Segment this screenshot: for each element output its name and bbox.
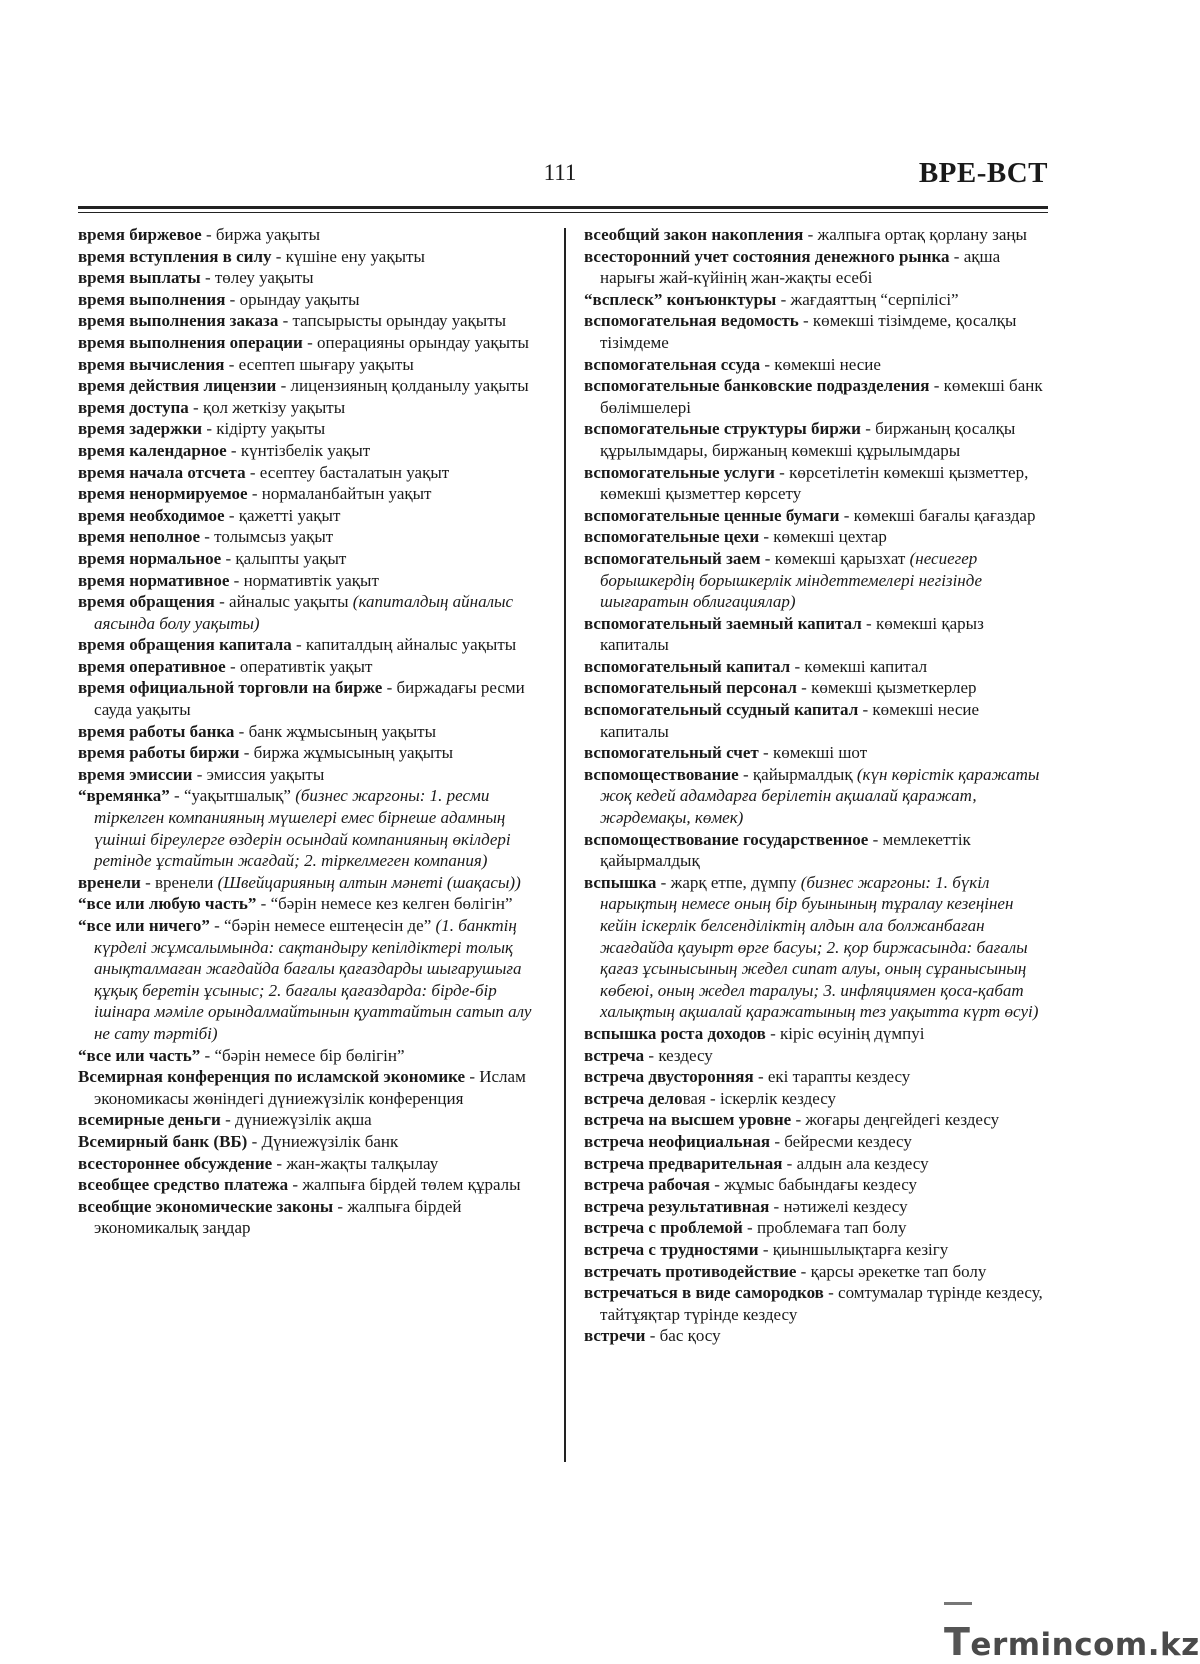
entry-definition: вренели [155,872,218,892]
entry-definition: қол жеткізу уақыты [202,397,346,417]
entry-term: время необходимое [78,505,225,525]
entry-separator: - [169,786,184,806]
entry-term: “времянка” [78,786,170,806]
entry-definition: жан-жақты талқылау [286,1153,439,1173]
entry-definition: кідірту уақыты [216,419,326,439]
entry-definition: операцияны орындау уақыты [317,332,529,352]
entry-term: время выполнения операции [78,332,303,352]
dictionary-entry [584,246,1048,289]
entry-term: вспомогательный счет [584,743,759,763]
entry-term: время выплаты [78,268,201,288]
entry-separator: - [234,721,249,741]
entry-term: всесторонний учет состояния денежного рынка [584,246,950,266]
entry-definition: қарсы әрекетке тап болу [810,1261,987,1281]
entry-term: “все или ничего” [78,916,210,935]
dictionary-entry [584,1261,1048,1283]
entry-separator: - [796,1261,811,1281]
dictionary-entry [584,548,1048,613]
entry-definition: есептеп шығару уақыты [238,354,414,374]
entry-definition: көмекші бағалы қағаздар [853,505,1036,525]
dictionary-entry [78,462,540,484]
entry-term: всеобщий закон накопления [584,225,804,244]
entry-separator: - [225,289,240,309]
dictionary-entry [78,418,540,440]
dictionary-entry [78,375,540,397]
entry-term: время выполнения заказа [78,311,279,331]
dictionary-entry [78,354,540,376]
entry-definition: толымсыз уақыт [214,527,334,547]
entry-separator: - [225,656,240,676]
left-column [78,224,540,1239]
entry-term: время начала отсчета [78,462,246,482]
entry-separator: - [224,505,239,525]
dictionary-entry [78,656,540,678]
entry-definition: оперативтік уақыт [239,656,373,676]
watermark-bar-icon [944,1602,972,1605]
entry-separator: - [738,764,753,784]
entry-definition: кездесу [658,1045,713,1065]
entry-term: время биржевое [78,225,202,244]
entry-definition: банк жұмысының уақыты [248,721,437,741]
entry-separator: - [220,1110,235,1130]
entry-separator: - [759,527,774,547]
entry-term: вспомогательный персонал [584,678,797,698]
entry-separator: - [465,1067,480,1087]
entry-separator: - [656,872,671,892]
dictionary-entry [78,483,540,505]
entry-definition: капиталдың айналыс уақыты [305,635,517,655]
entry-separator: - [245,462,260,482]
entry-term: встреча предварительная [584,1153,783,1173]
entry-note: (бизнес жаргоны: 1. бүкіл нарықтың немесе оның бір буынының тұралау кезеңінен кейін іскерлік белсенділіктің алдын ала болжанбаған жағдайда қауырт өрге басуы; 2. қор биржасында: бағалы қағаз ұсынысының жедел сипат алуы, оның сұранысының көбеюі, оның жедел таралуы; 3. инфляциямен қоса-қабат халықтың ақшалай қаражатының тез уақытта күрт өсуі) [600,872,1039,1022]
header-rule-thin [78,212,1048,213]
dictionary-entry [584,1325,1048,1347]
header-rule-thick [78,206,1048,209]
entry-separator: - [302,332,317,352]
entry-definition: тапсырысты орындау уақыты [292,311,507,331]
entry-separator: - [278,311,293,331]
dictionary-entry [584,829,1048,872]
entry-definition: нормативтік уақыт [243,570,379,590]
dictionary-entry [584,1088,1048,1110]
entry-separator: - [760,354,775,374]
entry-separator: - [860,419,876,439]
entry-separator: вая - [682,1088,720,1108]
entry-separator: - [765,1023,781,1043]
entry-term: встречать противодействие [584,1261,797,1281]
dictionary-entry [78,591,540,634]
entry-definition: Дүниежүзілік банк [261,1131,399,1151]
entry-term: вспомогательная ведомость [584,311,799,331]
entry-definition: қайырмалдық [752,764,857,784]
entry-definition: күнтізбелік уақыт [240,440,371,460]
entry-term: встречи [584,1326,646,1346]
dictionary-entry [78,1196,540,1239]
entry-term: вренели [78,872,141,892]
entry-note: (несиегер борышкердің борышкерлік міндеттемелері негізінде шығаратын облигациялар) [600,548,983,612]
entry-separator: - [276,376,291,396]
dictionary-entry [584,699,1048,742]
entry-separator: - [644,1045,659,1065]
entry-definition: алдын ала кездесу [796,1153,929,1173]
watermark-logo [944,1584,1200,1664]
entry-separator: - [200,268,215,288]
entry-term: вспышка роста доходов [584,1023,766,1043]
watermark-text: ermincom.kz [970,1627,1200,1663]
entry-separator: - [192,764,207,784]
entry-definition: “уақытшалық” [183,786,296,806]
entry-separator: - [782,1153,797,1173]
entry-definition: дүниежүзілік ақша [235,1110,372,1130]
entry-separator: - [839,505,854,525]
dictionary-entry [584,224,1048,246]
entry-term: время нормальное [78,548,222,568]
entry-term: Всемирная конференция по исламской экономике [78,1067,466,1087]
entry-separator: - [823,1283,839,1303]
entry-term: встречаться в виде самородков [584,1283,824,1303]
entry-definition: көмекші несие [774,354,881,374]
entry-term: вспомогательные банковские подразделения [584,376,930,396]
entry-term: встреча неофициальная [584,1131,771,1151]
entry-definition: биржа жұмысының уақыты [253,743,454,763]
dictionary-entry [584,1131,1048,1153]
dictionary-entry [584,1217,1048,1239]
entry-separator: - [333,1196,348,1216]
entry-separator: - [247,484,262,504]
entry-definition: жұмыс бабындағы кездесу [724,1175,918,1195]
entry-separator: - [949,246,964,266]
dictionary-entry [584,462,1048,505]
page-number: 111 [543,160,577,185]
entry-term: всемирные деньги [78,1110,221,1130]
entry-separator: - [200,527,215,547]
entry-note: (1. банктің күрделі жұмсалымында: сақтандыру кепілдіктері толық анықталмаған жағдайда бағалы қағаздарды шығарушыға құқық беретін ұсыныс; 2. бағалы қағаздарда: бірде-бір ішінара мәміле орындалмайтынын қуаттайтын сатып алу не сату тәртібі) [94,916,532,1043]
entry-separator: - [291,635,306,655]
entry-definition: күшіне ену уақыты [285,246,425,266]
entry-definition: қиыншылықтарға кезігу [772,1239,949,1259]
running-head: ВРЕ-ВСТ [918,157,1048,189]
entry-separator: - [758,743,773,763]
entry-separator: - [288,1175,303,1195]
entry-definition: көмекші капитал [804,656,928,676]
dictionary-entry [78,721,540,743]
dictionary-entry [584,613,1048,656]
entry-definition: көмекші қызметкерлер [811,678,977,698]
dictionary-entry [78,310,540,332]
entry-separator: - [742,1218,757,1238]
entry-separator: - [645,1326,660,1346]
entry-separator: - [790,656,805,676]
dictionary-entry [584,1282,1048,1325]
entry-separator: - [200,1045,215,1065]
dictionary-entry [78,397,540,419]
dictionary-entry [78,872,540,894]
entry-separator: - [796,678,812,698]
entry-definition: эмиссия уақыты [206,764,325,784]
dictionary-entry [584,1239,1048,1261]
entry-definition: көрсетілетін көмекші қызметтер, көмекші қызметтер көрсету [600,462,1029,504]
dictionary-entry [584,375,1048,418]
entry-separator: - [229,570,244,590]
entry-term: время действия лицензии [78,376,277,396]
dictionary-entry [584,1045,1048,1067]
entry-definition: жоғары деңгейдегі кездесу [805,1110,1000,1130]
entry-term: вспомогательные цехи [584,527,760,547]
entry-term: вспомоществование государственное [584,829,869,849]
entry-term: время выполнения [78,289,226,309]
entry-term: вспомогательная ссуда [584,354,761,374]
entry-separator: - [774,462,790,482]
dictionary-entry [78,267,540,289]
entry-separator: - [209,916,225,935]
entry-separator: - [760,548,775,568]
entry-definition: айналыс уақыты [229,592,353,612]
dictionary-entry [584,1196,1048,1218]
dictionary-entry [78,505,540,527]
entry-separator: - [803,225,818,244]
entry-definition: төлеу уақыты [214,268,314,288]
entry-term: время задержки [78,419,203,439]
entry-definition: көмекші цехтар [773,527,887,547]
entry-separator: - [791,1110,806,1130]
dictionary-entry [584,354,1048,376]
entry-separator: - [201,225,216,244]
entry-separator: - [769,1196,784,1216]
dictionary-entry [78,893,540,915]
entry-term: время оперативное [78,656,226,676]
entry-separator: - [202,419,217,439]
dictionary-entry [78,1066,540,1109]
entry-definition: жалпыға бірдей экономикалық заңдар [94,1196,462,1238]
entry-definition: биржаның қосалқы құрылымдары, биржаның көмекші құрылымдары [600,419,1016,460]
entry-term: всестороннее обсуждение [78,1153,273,1173]
entry-term: Всемирный банк (ВБ) [78,1131,248,1151]
entry-term: встреча на высшем уровне [584,1110,792,1130]
entry-definition: іскерлік кездесу [719,1088,837,1108]
entry-term: время неполное [78,527,200,547]
entry-separator: - [709,1175,725,1195]
entry-term: вспомогательный ссудный капитал [584,700,859,720]
entry-separator: - [858,700,873,720]
entry-definition: мемлекеттік қайырмалдық [600,829,971,871]
entry-term: время ненормируемое [78,484,248,504]
dictionary-entry [584,1066,1048,1088]
column-divider [564,228,566,1462]
dictionary-entry [584,418,1048,461]
dictionary-entry [584,526,1048,548]
entry-separator: - [247,1131,262,1151]
dictionary-entry [78,548,540,570]
entry-term: встреча рабочая [584,1175,710,1195]
entry-definition: есептеу басталатын уақыт [259,462,450,482]
entry-term: время работы банка [78,721,235,741]
dictionary-entry [78,440,540,462]
entry-definition: нәтижелі кездесу [783,1196,908,1216]
entry-term: “все или часть” [78,1045,201,1065]
entry-definition: жалпыға ортақ қорлану заңы [817,225,1027,244]
dictionary-entry [78,224,540,246]
entry-definition: орындау уақыты [239,289,360,309]
dictionary-entry [584,677,1048,699]
entry-separator: - [753,1067,768,1087]
entry-definition: ақша нарығы жай-күйінің жан-жақты есебі [600,246,1001,288]
dictionary-entry [584,505,1048,527]
entry-term: вспомогательные услуги [584,462,775,482]
entry-separator: - [770,1131,785,1151]
entry-separator: - [256,894,271,914]
entry-term: вспомоществование [584,764,739,784]
entry-separator: - [861,613,876,633]
dictionary-entry [78,742,540,764]
entry-term: время эмиссии [78,764,193,784]
entry-definition: жарқ етпе, дүмпу [670,872,801,892]
entry-term: время нормативное [78,570,230,590]
right-column [584,224,1048,1347]
entry-separator: - [382,678,397,698]
entry-definition: бейресми кездесу [784,1131,912,1151]
entry-term: вспышка [584,872,657,892]
entry-separator: - [224,354,239,374]
entry-definition: нормаланбайтын уақыт [261,484,432,504]
dictionary-entry [78,785,540,871]
dictionary-entry [584,289,1048,311]
dictionary-entry [78,1131,540,1153]
entry-definition: Ислам экономикасы жөніндегі дүниежүзілік конференция [94,1067,526,1108]
entry-separator: - [758,1239,773,1259]
entry-term: время обращения капитала [78,635,292,655]
dictionary-entry [78,1174,540,1196]
dictionary-entry [78,332,540,354]
entry-definition: қажетті уақыт [238,505,341,525]
dictionary-entry [584,310,1048,353]
dictionary-entry [78,915,540,1045]
entry-term: время вступления в силу [78,246,272,266]
entry-term: всеобщее средство платежа [78,1175,289,1195]
entry-term: “все или любую часть” [78,894,257,914]
entry-definition: жағдаяттың “серпілісі” [790,289,959,309]
entry-term: вспомогательный капитал [584,656,791,676]
watermark-initial: T [944,1620,971,1664]
entry-separator: - [188,397,203,417]
entry-term: время вычисления [78,354,225,374]
dictionary-entry [584,1174,1048,1196]
dictionary-entry [584,764,1048,829]
entry-separator: - [239,743,254,763]
entry-definition: жалпыға бірдей төлем құралы [302,1175,521,1195]
entry-definition: екі тарапты кездесу [767,1067,911,1087]
dictionary-entry [584,872,1048,1023]
entry-definition: көмекші банк бөлімшелері [600,376,1043,417]
entry-term: встреча [584,1045,645,1065]
entry-term: время работы биржи [78,743,240,763]
entry-separator: - [226,440,241,460]
dictionary-entry [78,289,540,311]
entry-definition: көмекші тізімдеме, қосалқы тізімдеме [600,311,1017,352]
dictionary-entry [78,634,540,656]
entry-definition: кіріс өсуінің дүмпуі [780,1023,925,1043]
entry-term: встреча с проблемой [584,1218,743,1238]
dictionary-entry [584,742,1048,764]
dictionary-entry [78,526,540,548]
entry-term: время доступа [78,397,189,417]
entry-term: время календарное [78,440,227,460]
entry-term: встреча двусторонняя [584,1067,754,1087]
entry-separator: - [140,872,156,892]
entry-separator: - [271,246,286,266]
entry-note: (күн көрістік қаражаты жоқ кедей адамдарға берілетін ақшалай қаражат, жәрдемақы, көмек) [600,764,1040,828]
entry-separator: - [798,311,813,331]
entry-term: встреча дело [584,1088,683,1108]
entry-term: встреча результативная [584,1196,770,1216]
entry-term: “всплеск” конъюнктуры [584,289,777,309]
entry-term: всеобщие экономические законы [78,1196,334,1216]
entry-definition: көмекші қарызхат [774,548,910,568]
entry-term: вспомогательные структуры биржи [584,419,861,439]
dictionary-entry [78,1153,540,1175]
dictionary-entry [584,1109,1048,1131]
entry-definition: бас қосу [659,1326,721,1346]
entry-separator: - [929,376,944,396]
entry-definition: “бәрін немесе ештеңесін де” [224,916,436,935]
entry-term: время обращения [78,592,215,612]
entry-note: (капиталдың айналыс аясында болу уақыты) [94,592,514,633]
entry-definition: лицензияның қолданылу уақыты [290,376,529,396]
entry-term: встреча с трудностями [584,1239,759,1259]
entry-definition: “бәрін немесе кез келген бөлігін” [270,894,513,914]
dictionary-entry [584,1023,1048,1045]
entry-term: вспомогательный заем [584,548,761,568]
entry-definition: көмекші шот [772,743,868,763]
entry-definition: биржа уақыты [215,225,321,244]
entry-separator: - [272,1153,287,1173]
dictionary-entry [78,246,540,268]
entry-term: вспомогательные ценные бумаги [584,505,840,525]
entry-separator: - [214,592,230,612]
entry-definition: сомтумалар түрінде кездесу, тайтұяқтар түрінде кездесу [600,1283,1043,1324]
entry-separator: - [776,289,791,309]
dictionary-entry [78,1045,540,1067]
entry-definition: биржадағы ресми сауда уақыты [94,678,525,720]
entry-term: время официальной торговли на бирже [78,678,383,698]
dictionary-entry [78,677,540,720]
dictionary-entry [78,764,540,786]
dictionary-entry [78,1109,540,1131]
dictionary-entry [584,1153,1048,1175]
dictionary-entry [78,570,540,592]
dictionary-entry [584,656,1048,678]
entry-note: (Швейцарияның алтын мәнеті (шақасы)) [217,872,521,892]
entry-separator: - [868,829,883,849]
entry-term: вспомогательный заемный капитал [584,613,862,633]
entry-note: (бизнес жаргоны: 1. ресми тіркелген компанияның мүшелері емес бірнеше адамның үшінші біреулерге өздерін осындай компанияның өкілдері ретінде ұстайтын жағдай; 2. тіркелмеген компания) [94,786,511,871]
entry-definition: “бәрін немесе бір бөлігін” [214,1045,405,1065]
entry-definition: проблемаға тап болу [756,1218,907,1238]
entry-definition: көмекші қарыз капиталы [600,613,984,655]
entry-separator: - [221,548,236,568]
entry-definition: көмекші несие капиталы [600,700,980,741]
entry-definition: қалыпты уақыт [235,548,347,568]
